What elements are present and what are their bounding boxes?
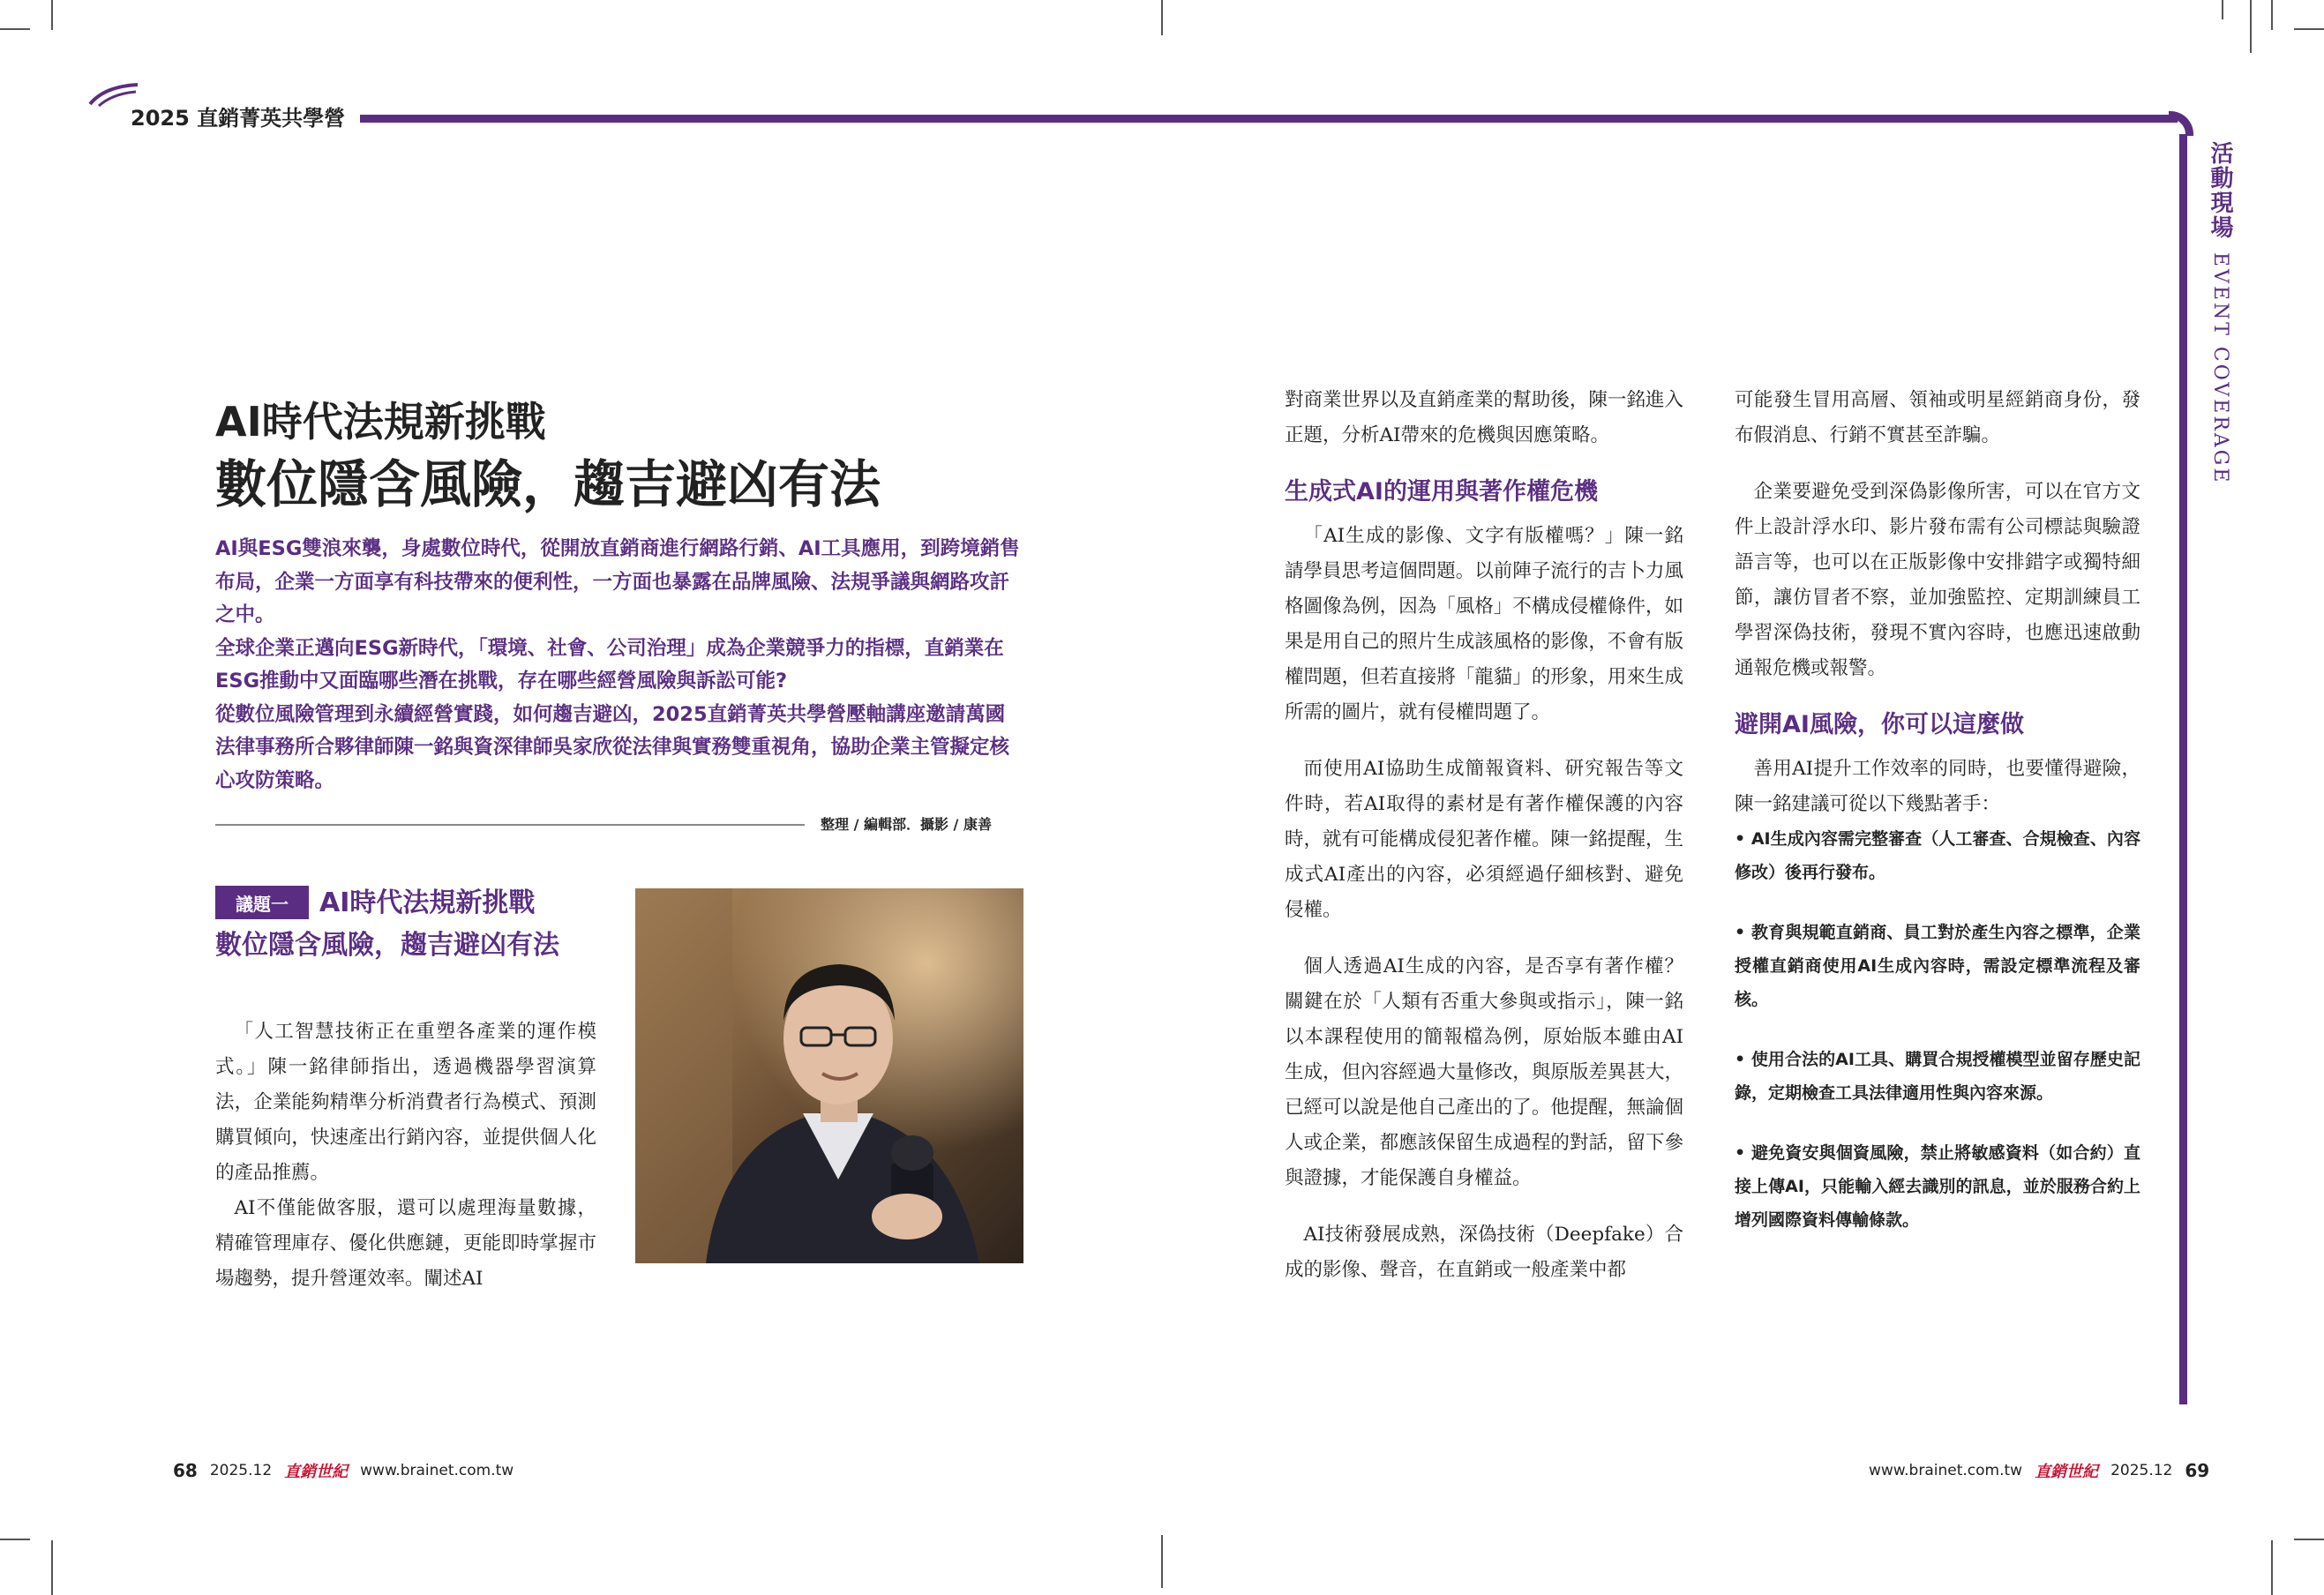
list-item: • 避免資安與個資風險，禁止將敏感資料（如合約）直接上傳AI，只能輸入經去識別的訊息，並於服務合約上增列國際資料傳輸條款。 bbox=[1735, 1143, 2140, 1230]
body-column-2 bbox=[1285, 383, 1683, 1288]
crop-mark bbox=[1161, 0, 1163, 35]
body-paragraph: 「人工智慧技術正在重塑各產業的運作模式。」陳一銘律師指出，透過機器學習演算法，企業能夠精準分析消費者行為模式、預測購買傾向，快速產出行銷內容，並提供個人化的產品推薦。 bbox=[215, 1021, 596, 1184]
crop-mark bbox=[1161, 1535, 1163, 1588]
body-paragraph: 而使用AI協助生成簡報資料、研究報告等文件時，若AI取得的素材是有著作權保護的內容時，就有可能構成侵犯著作權。陳一銘提醒，生成式AI產出的內容，必須經過仔細核對、避免侵權。 bbox=[1285, 758, 1683, 921]
body-paragraph: 個人透過AI生成的內容，是否享有著作權？關鍵在於「人類有否重大參與或指示」，陳一銘以本課程使用的簡報檔為例，原始版本雖由AI生成，但內容經過大量修改，與原版差異甚大，已經可以說是他自己產出的了。他提醒，無論個人或企業，都應該保留生成過程的對話，留下參與證據，才能保護自身權益。 bbox=[1285, 955, 1683, 1189]
credit-divider bbox=[215, 824, 805, 826]
topic-badge: 議題一 bbox=[215, 886, 309, 919]
crop-mark bbox=[0, 28, 30, 30]
body-paragraph: AI不僅能做客服，還可以處理海量數據，精確管理庫存、優化供應鏈，更能即時掌握市場趨勢，提升營運效率。闡述AI bbox=[215, 1197, 596, 1290]
list-item: • 使用合法的AI工具、購買合規授權模型並留存歷史記錄，定期檢查工具法律適用性與內容來源。 bbox=[1735, 1050, 2140, 1103]
body-column-3 bbox=[1735, 383, 2140, 1263]
body-paragraph: 企業要避免受到深偽影像所害，可以在官方文件上設計浮水印、影片發布需有公司標誌與驗證語言等，也可以在正版影像中安排錯字或獨特細節，讓仿冒者不察，並加強監控、定期訓練員工學習深偽技術，發現不實內容時，也應迅速啟動通報危機或報警。 bbox=[1735, 481, 2140, 679]
site-url: www.brainet.com.tw bbox=[1869, 1462, 2023, 1479]
body-paragraph: AI技術發展成熟，深偽技術（Deepfake）合成的影像、聲音，在直銷或一般產業中都 bbox=[1285, 1224, 1683, 1281]
header-rule bbox=[360, 115, 2178, 123]
body-paragraph: 「AI生成的影像、文字有版權嗎？」陳一銘請學員思考這個問題。以前陣子流行的吉卜力風格圖像為例，因為「風格」不構成侵權條件，如果是用自己的照片生成該風格的影像，不會有版權問題，但若直接將「龍貓」的形象，用來生成所需的圖片，就有侵權問題了。 bbox=[1285, 525, 1683, 723]
intro-paragraph: 全球企業正邁向ESG新時代，「環境、社會、公司治理」成為企業競爭力的指標，直銷業在ESG推動中又面臨哪些潛在挑戰，存在哪些經營風險與訴訟可能? bbox=[215, 636, 1004, 693]
crop-mark bbox=[0, 1539, 30, 1540]
page-number: 68 bbox=[173, 1460, 198, 1481]
crop-mark bbox=[2294, 1539, 2324, 1540]
crop-mark bbox=[51, 1540, 53, 1595]
article-title-line2: 數位隱含風險，趨吉避凶有法 bbox=[215, 454, 881, 514]
brand-logo: 直銷世紀 bbox=[2035, 1463, 2099, 1481]
article-intro bbox=[215, 533, 1023, 798]
series-title: 2025 直銷菁英共學營 bbox=[131, 106, 346, 131]
page-number: 69 bbox=[2185, 1460, 2210, 1481]
topic-title-line1: AI時代法規新挑戰 bbox=[319, 887, 536, 918]
crop-mark bbox=[2222, 0, 2223, 19]
footer-left bbox=[173, 1459, 514, 1482]
body-paragraph: 對商業世界以及直銷產業的幫助後，陳一銘進入正題，分析AI帶來的危機與因應策略。 bbox=[1285, 389, 1683, 446]
crop-mark bbox=[2271, 0, 2273, 30]
section-heading: 生成式AI的運用與著作權危機 bbox=[1285, 478, 1598, 505]
side-rule bbox=[2179, 134, 2187, 1404]
header-rule-corner bbox=[2169, 111, 2193, 136]
list-item: • 教育與規範直銷商、員工對於產生內容之標準，企業授權直銷商使用AI生成內容時，需設定標準流程及審核。 bbox=[1735, 923, 2140, 1009]
intro-paragraph: AI與ESG雙浪來襲，身處數位時代，從開放直銷商進行網路行銷、AI工具應用，到跨境銷售布局，企業一方面享有科技帶來的便利性，一方面也暴露在品牌風險、法規爭議與網路攻訐之中。 bbox=[215, 537, 1020, 626]
speaker-illustration bbox=[635, 888, 1023, 1263]
body-column-1 bbox=[215, 1015, 596, 1297]
section-heading: 避開AI風險，你可以這麼做 bbox=[1735, 711, 2024, 738]
tips-list bbox=[1735, 822, 2140, 1237]
topic-title-line2: 數位隱含風險，趨吉避凶有法 bbox=[215, 930, 559, 961]
credit-text: 整理 / 編輯部．攝影 / 康善 bbox=[821, 816, 992, 833]
article-title-line1: AI時代法規新挑戰 bbox=[215, 398, 546, 446]
issue-date: 2025.12 bbox=[209, 1462, 273, 1479]
crop-mark bbox=[2294, 28, 2324, 30]
section-tag-zh: 活動現場 bbox=[2207, 141, 2233, 240]
crop-mark bbox=[51, 0, 53, 30]
crop-mark bbox=[2250, 0, 2252, 53]
footer-right bbox=[1869, 1459, 2209, 1482]
body-paragraph: 可能發生冒用高層、領袖或明星經銷商身份，發布假消息、行銷不實甚至詐騙。 bbox=[1735, 389, 2140, 446]
site-url: www.brainet.com.tw bbox=[360, 1462, 514, 1479]
intro-paragraph: 從數位風險管理到永續經營實踐，如何趨吉避凶，2025直銷菁英共學營壓軸講座邀請萬國法律事務所合夥律師陳一銘與資深律師吳家欣從法律與實務雙重視角，協助企業主管擬定核心攻防策略。 bbox=[215, 702, 1010, 792]
crop-mark bbox=[2271, 1540, 2273, 1595]
brand-logo: 直銷世紀 bbox=[284, 1463, 349, 1481]
speaker-photo bbox=[635, 888, 1023, 1263]
list-item: • AI生成內容需完整審查（人工審查、合規檢查、內容修改）後再行發布。 bbox=[1735, 829, 2140, 882]
issue-date: 2025.12 bbox=[2110, 1462, 2173, 1479]
section-tag-en: EVENT COVERAGE bbox=[2209, 252, 2231, 485]
body-paragraph: 善用AI提升工作效率的同時，也要懂得避險，陳一銘建議可從以下幾點著手： bbox=[1735, 758, 2140, 815]
